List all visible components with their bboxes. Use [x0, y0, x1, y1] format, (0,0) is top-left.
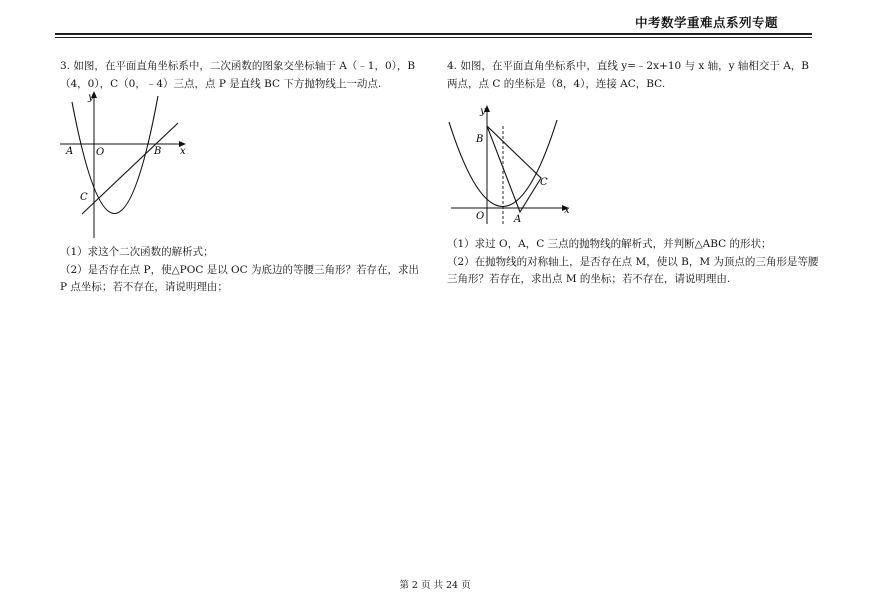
label-c: C: [80, 192, 88, 203]
problem4-stem: 4. 如图，在平面直角坐标系中，直线 y=﹣2x+10 与 x 轴，y 轴相交于 A，B 两点，点 C 的坐标是（8，4），连接 AC，BC.: [447, 60, 810, 90]
label-x: x: [180, 146, 186, 157]
problem4-questions: [447, 236, 819, 289]
problem4-figure: [447, 102, 577, 230]
label-o: O: [96, 147, 105, 158]
label-y: y: [480, 106, 486, 117]
problem3-stem: 3. 如图，在平面直角坐标系中，二次函数的图象交坐标轴于 A（﹣1，0），B（4，0），C（0，﹣4）三点，点 P 是直线 BC 下方抛物线上一动点.: [60, 60, 416, 90]
problem3-questions: [60, 244, 428, 297]
header-title: 中考数学重难点系列专题: [634, 15, 778, 30]
line-bc: [82, 123, 178, 214]
label-y: y: [88, 92, 94, 103]
problem3-q1: （1）求这个二次函数的解析式；: [60, 246, 214, 258]
problem4-q2: （2）在抛物线的对称轴上，是否存在点 M，使以 B，M 为顶点的三角形是等腰三角形？若存在，求出点 M 的坐标；若不存在，请说明理由.: [447, 255, 819, 285]
label-b: B: [154, 146, 162, 157]
page-footer: 第 2 页 共 24 页: [399, 580, 471, 591]
label-x: x: [564, 205, 570, 216]
label-a: A: [66, 146, 74, 157]
label-c: C: [540, 177, 548, 188]
header-rule-thick: [55, 33, 812, 35]
header-rule-thin: [55, 37, 812, 38]
label-a: A: [514, 214, 522, 225]
label-o: O: [476, 211, 485, 222]
problem4-q1: （1）求过 O，A，C 三点的抛物线的解析式，并判断△ABC 的形状；: [447, 238, 772, 250]
label-b: B: [476, 134, 484, 145]
triangle-abc: [487, 126, 541, 212]
problem4-stem-block: [447, 58, 819, 93]
problem3-figure: [60, 88, 190, 244]
problem3-q2: （2）是否存在点 P，使△POC 是以 OC 为底边的等腰三角形？若存在，求出 P 点坐标；若不存在，请说明理由；: [60, 263, 420, 293]
